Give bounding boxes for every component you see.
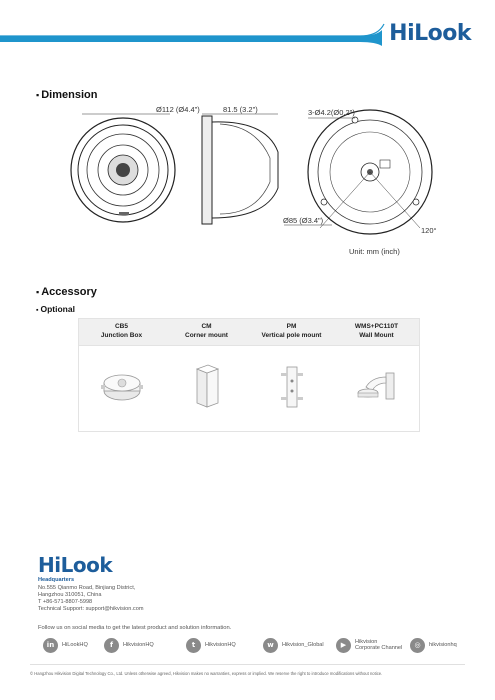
support-email[interactable]: Technical Support: support@hikvision.com <box>38 606 144 612</box>
unit-label: Unit: mm (inch) <box>349 247 400 256</box>
camera-side-view <box>202 116 278 224</box>
depth-label: 81.5 (3.2") <box>223 105 258 114</box>
social-label: Hikvision_Global <box>282 641 324 648</box>
social-label: HikvisionHQ <box>123 641 154 648</box>
linkedin-icon: in <box>43 638 58 653</box>
accessory-name: Wall Mount <box>359 331 394 339</box>
social-label-line2: Corporate Channel <box>355 645 403 651</box>
accessory-model: CM <box>201 323 212 330</box>
phone-number: T +86-571-8807-5998 <box>38 599 93 605</box>
hilook-logo: HiLook <box>389 21 471 46</box>
accessory-heading: ▪ Accessory <box>36 286 97 298</box>
address-line-2: Hangzhou 310051, China <box>38 592 102 598</box>
accessory-name: Corner mount <box>185 331 228 339</box>
accessory-header-cell <box>79 323 164 340</box>
social-label <box>355 639 402 652</box>
social-linkedin[interactable] <box>43 635 88 655</box>
youtube-icon: ▶ <box>336 638 351 653</box>
accessory-name: Vertical pole mount <box>261 331 322 339</box>
accessory-item-wms <box>334 319 419 431</box>
accessory-item-cm <box>164 319 249 431</box>
accessory-item-cb5 <box>79 319 164 431</box>
accessory-item-pm <box>249 319 334 431</box>
social-wechat[interactable] <box>263 635 324 655</box>
holes-label: 3-Ø4.2(Ø0.2") <box>308 108 355 117</box>
accessory-header-cell <box>164 323 249 340</box>
social-youtube[interactable] <box>336 635 402 655</box>
twitter-icon: t <box>186 638 201 653</box>
social-facebook[interactable] <box>104 635 154 655</box>
footer-divider <box>30 664 465 665</box>
accessory-name: Junction Box <box>100 331 143 339</box>
optional-subheading-text: Optional <box>40 304 75 314</box>
accessory-table <box>78 318 420 432</box>
accessory-model: PM <box>286 323 297 330</box>
copyright-text: © Hangzhou Hikvision Digital Technology Co., Ltd. Unless otherwise agreed, Hikvision makes no warranties, express or implied. We reserve the right to introduce modifications without notice. <box>30 671 383 676</box>
camera-front-view <box>71 118 175 222</box>
headquarters-label: Headquarters <box>38 577 75 583</box>
social-label: hikvisionhq <box>429 641 457 648</box>
hilook-logo-footer: HiLook <box>38 553 113 577</box>
accessory-heading-text: Accessory <box>41 286 97 298</box>
diameter-outer-label: Ø112 (Ø4.4") <box>156 105 200 114</box>
pole-mount-icon <box>267 361 317 411</box>
social-label: HikvisionHQ <box>205 641 236 648</box>
camera-base-view <box>308 110 432 234</box>
wechat-icon: w <box>263 638 278 653</box>
accessory-header-cell <box>249 323 334 340</box>
junction-box-icon <box>97 361 147 411</box>
wall-mount-icon <box>352 361 402 411</box>
social-twitter[interactable] <box>186 635 236 655</box>
social-instagram[interactable] <box>410 635 457 655</box>
follow-text: Follow us on social media to get the latest product and solution information. <box>38 625 232 631</box>
address-line-1: No.555 Qianmo Road, Binjiang District, <box>38 585 136 591</box>
accessory-model: WMS+PC110T <box>354 323 399 330</box>
corner-mount-icon <box>182 361 232 411</box>
instagram-icon: ◎ <box>410 638 425 653</box>
dimension-heading: ▪ Dimension <box>36 89 98 101</box>
optional-subheading: ▪ Optional <box>36 304 75 314</box>
dimension-drawing <box>70 100 490 265</box>
social-label: HiLookHQ <box>62 641 88 648</box>
diameter-inner-label: Ø85 (Ø3.4") <box>283 216 324 225</box>
dimension-heading-text: Dimension <box>41 89 98 101</box>
accessory-model: CB5 <box>114 323 128 330</box>
social-label-line1: Hikvision <box>355 638 378 645</box>
angle-label: 120° <box>421 226 437 235</box>
accessory-header-cell <box>334 323 419 340</box>
facebook-icon: f <box>104 638 119 653</box>
